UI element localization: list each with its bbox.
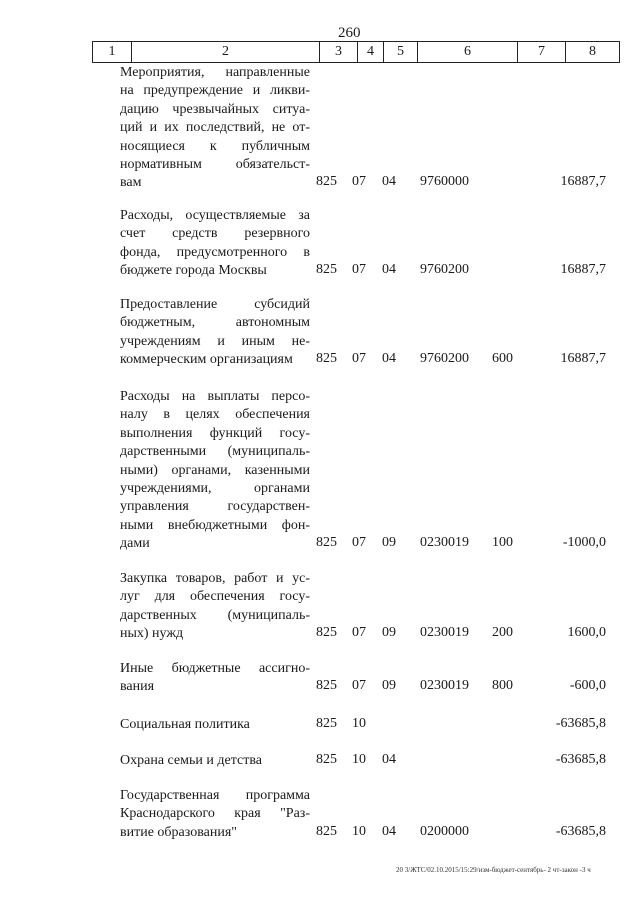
- ministry-code: 825: [316, 535, 337, 551]
- description-line: ными) органами, казенными: [120, 462, 310, 478]
- expense-type-code: 600: [492, 351, 513, 367]
- description-line: ными внебюджетными фон-: [120, 517, 310, 533]
- description-line: Предоставление субсидий: [120, 297, 310, 312]
- subsection-code: 04: [382, 174, 396, 190]
- ministry-code: 825: [316, 716, 337, 731]
- row-description: [120, 388, 310, 554]
- target-article-code: 9760200: [420, 262, 469, 278]
- amount-value: -63685,8: [555, 823, 606, 839]
- target-article-code: 0230019: [420, 625, 469, 641]
- description-line: Мероприятия, направленные: [120, 65, 310, 80]
- footer-file-stamp: 20 3/ЖТС/02.10.2015/15:29/изм-бюджет-сентябрь- 2 чт-закон -3 ч: [396, 866, 591, 874]
- description-line: управления государствен-: [120, 499, 310, 515]
- row-description: [120, 207, 310, 281]
- description-line: Социальная политика: [120, 717, 250, 732]
- row-description: [120, 752, 310, 770]
- description-line: дарственными (муниципаль-: [120, 444, 310, 460]
- section-code: 10: [352, 752, 366, 767]
- amount-value: 16887,7: [560, 174, 606, 190]
- description-line: бюджетным, автономным: [120, 315, 310, 331]
- description-line: Расходы на выплаты персо-: [120, 389, 310, 404]
- section-code: 07: [352, 174, 366, 190]
- description-line: на предупреждение и ликви-: [120, 83, 310, 99]
- target-article-code: 0200000: [420, 823, 469, 839]
- subsection-code: 04: [382, 823, 396, 839]
- subsection-code: 09: [382, 678, 396, 694]
- column-header-row: [92, 41, 620, 63]
- description-line: фонда, предусмотренного в: [120, 244, 310, 260]
- ministry-code: 825: [316, 174, 337, 190]
- expense-type-code: 100: [492, 535, 513, 551]
- amount-value: -600,0: [569, 678, 606, 694]
- subsection-code: 04: [382, 351, 396, 367]
- expense-type-code: 200: [492, 625, 513, 641]
- section-code: 07: [352, 535, 366, 551]
- description-line: Краснодарского края "Раз-: [120, 806, 310, 822]
- section-code: 10: [352, 823, 366, 839]
- amount-value: 16887,7: [560, 262, 606, 278]
- page-number: 260: [338, 25, 361, 41]
- description-line: дами: [120, 536, 150, 552]
- subsection-code: 04: [382, 752, 396, 767]
- row-description: [120, 64, 310, 193]
- row-description: [120, 716, 310, 734]
- ministry-code: 825: [316, 678, 337, 694]
- description-line: луг для обеспечения госу-: [120, 589, 310, 605]
- description-line: Иные бюджетные ассигно-: [120, 661, 310, 676]
- subsection-code: 09: [382, 625, 396, 641]
- section-code: 07: [352, 351, 366, 367]
- expense-type-code: 800: [492, 678, 513, 694]
- description-line: счет средств резервного: [120, 226, 310, 242]
- description-line: налу в целях обеспечения: [120, 407, 310, 423]
- description-line: Расходы, осуществляемые за: [120, 208, 310, 223]
- section-code: 10: [352, 716, 366, 731]
- ministry-code: 825: [316, 625, 337, 641]
- section-code: 07: [352, 678, 366, 694]
- section-code: 07: [352, 262, 366, 278]
- ministry-code: 825: [316, 752, 337, 767]
- description-line: учреждениями, органами: [120, 481, 310, 497]
- amount-value: -63685,8: [555, 716, 606, 731]
- column-header-2: 2: [131, 42, 319, 62]
- description-line: ций и их последствий, не от-: [120, 120, 310, 136]
- description-line: выполнения функций госу-: [120, 425, 310, 441]
- description-line: учреждениям и иным не-: [120, 333, 310, 349]
- target-article-code: 9760000: [420, 174, 469, 190]
- section-code: 07: [352, 625, 366, 641]
- description-line: Государственная программа: [120, 788, 310, 803]
- ministry-code: 825: [316, 823, 337, 839]
- column-header-3: 3: [319, 42, 357, 62]
- amount-value: 16887,7: [560, 351, 606, 367]
- column-header-7: 7: [517, 42, 565, 62]
- description-line: Закупка товаров, работ и ус-: [120, 571, 310, 586]
- column-header-4: 4: [357, 42, 383, 62]
- description-line: нормативным обязательст-: [120, 157, 310, 173]
- row-description: [120, 660, 310, 697]
- description-line: вам: [120, 175, 142, 191]
- description-line: Охрана семьи и детства: [120, 753, 262, 768]
- target-article-code: 0230019: [420, 678, 469, 694]
- amount-value: -1000,0: [562, 535, 606, 551]
- ministry-code: 825: [316, 262, 337, 278]
- description-line: коммерческим организациям: [120, 352, 293, 368]
- column-header-5: 5: [383, 42, 417, 62]
- subsection-code: 09: [382, 535, 396, 551]
- target-article-code: 9760200: [420, 351, 469, 367]
- description-line: дарственных (муниципаль-: [120, 607, 310, 623]
- row-description: [120, 787, 310, 842]
- column-header-8: 8: [565, 42, 619, 62]
- description-line: носящиеся к публичным: [120, 138, 310, 154]
- description-line: витие образования": [120, 824, 237, 840]
- subsection-code: 04: [382, 262, 396, 278]
- description-line: дацию чрезвычайных ситуа-: [120, 101, 310, 117]
- description-line: бюджете города Москвы: [120, 263, 267, 279]
- target-article-code: 0230019: [420, 535, 469, 551]
- row-description: [120, 570, 310, 644]
- description-line: вания: [120, 679, 155, 695]
- description-line: ных) нужд: [120, 626, 184, 642]
- ministry-code: 825: [316, 351, 337, 367]
- amount-value: -63685,8: [555, 752, 606, 767]
- amount-value: 1600,0: [567, 625, 606, 641]
- row-description: [120, 296, 310, 370]
- column-header-1: 1: [108, 44, 116, 59]
- column-header-6: 6: [417, 42, 517, 62]
